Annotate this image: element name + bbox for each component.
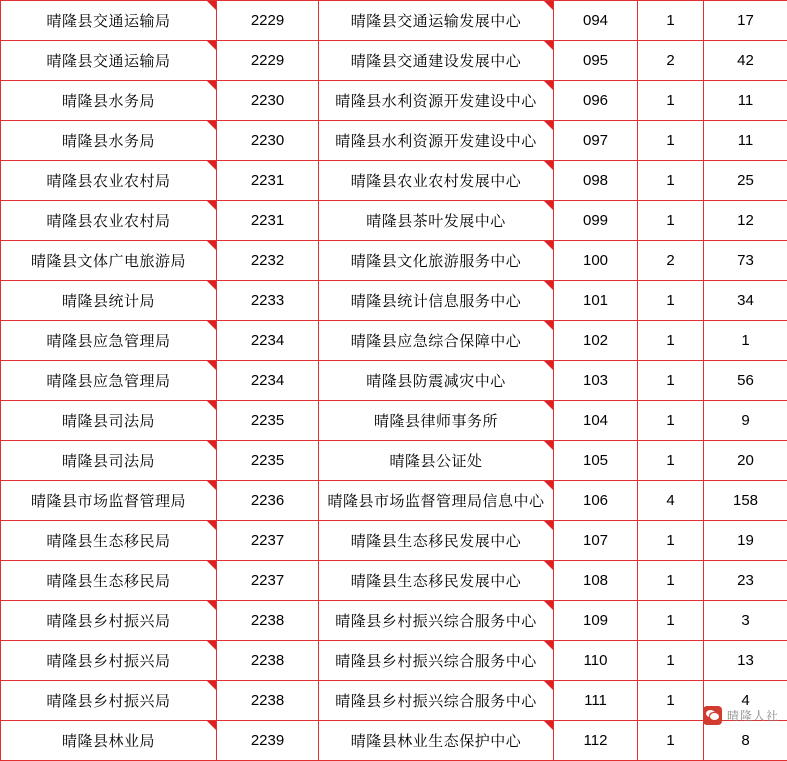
cell-unit: 晴隆县统计信息服务中心: [319, 281, 554, 321]
cell-posts: 1: [638, 601, 704, 641]
cell-posts: 1: [638, 321, 704, 361]
cell-code: 2238: [217, 641, 319, 681]
cell-posts: 1: [638, 401, 704, 441]
cell-code: 2231: [217, 161, 319, 201]
cell-dept: 晴隆县统计局: [1, 281, 217, 321]
cell-posts: 1: [638, 521, 704, 561]
cell-code: 2238: [217, 681, 319, 721]
table-row: [1, 321, 787, 361]
cell-dept: 晴隆县水务局: [1, 121, 217, 161]
cell-code: 2233: [217, 281, 319, 321]
cell-dept: 晴隆县乡村振兴局: [1, 601, 217, 641]
table-row: [1, 281, 787, 321]
cell-dept: 晴隆县文体广电旅游局: [1, 241, 217, 281]
cell-code: 2229: [217, 41, 319, 81]
table-row: [1, 81, 787, 121]
cell-code: 2235: [217, 401, 319, 441]
cell-code: 2234: [217, 321, 319, 361]
cell-dept: 晴隆县应急管理局: [1, 361, 217, 401]
cell-posts: 1: [638, 281, 704, 321]
cell-no: 106: [554, 481, 638, 521]
cell-count: 25: [704, 161, 787, 201]
cell-dept: 晴隆县司法局: [1, 441, 217, 481]
cell-no: 101: [554, 281, 638, 321]
cell-posts: 1: [638, 121, 704, 161]
cell-no: 098: [554, 161, 638, 201]
table-row: [1, 201, 787, 241]
cell-code: 2236: [217, 481, 319, 521]
cell-no: 109: [554, 601, 638, 641]
cell-code: 2231: [217, 201, 319, 241]
table-row: [1, 481, 787, 521]
cell-no: 103: [554, 361, 638, 401]
table-row: [1, 601, 787, 641]
cell-count: 23: [704, 561, 787, 601]
cell-dept: 晴隆县交通运输局: [1, 41, 217, 81]
cell-no: 108: [554, 561, 638, 601]
cell-posts: 1: [638, 721, 704, 761]
cell-dept: 晴隆县司法局: [1, 401, 217, 441]
cell-count: 9: [704, 401, 787, 441]
cell-unit: 晴隆县文化旅游服务中心: [319, 241, 554, 281]
cell-dept: 晴隆县乡村振兴局: [1, 641, 217, 681]
cell-unit: 晴隆县乡村振兴综合服务中心: [319, 641, 554, 681]
cell-dept: 晴隆县生态移民局: [1, 561, 217, 601]
table-row: [1, 401, 787, 441]
cell-dept: 晴隆县林业局: [1, 721, 217, 761]
cell-no: 097: [554, 121, 638, 161]
cell-count: 11: [704, 121, 787, 161]
cell-no: 107: [554, 521, 638, 561]
cell-count: 42: [704, 41, 787, 81]
cell-dept: 晴隆县生态移民局: [1, 521, 217, 561]
cell-code: 2234: [217, 361, 319, 401]
cell-code: 2238: [217, 601, 319, 641]
table-body: [1, 1, 787, 761]
cell-unit: 晴隆县水利资源开发建设中心: [319, 81, 554, 121]
cell-count: 12: [704, 201, 787, 241]
table-row: [1, 681, 787, 721]
table-row: [1, 41, 787, 81]
cell-posts: 1: [638, 681, 704, 721]
table-row: [1, 1, 787, 41]
cell-no: 096: [554, 81, 638, 121]
cell-posts: 1: [638, 201, 704, 241]
cell-code: 2239: [217, 721, 319, 761]
cell-dept: 晴隆县农业农村局: [1, 161, 217, 201]
table-row: [1, 441, 787, 481]
cell-unit: 晴隆县防震减灾中心: [319, 361, 554, 401]
cell-no: 094: [554, 1, 638, 41]
cell-code: 2229: [217, 1, 319, 41]
cell-no: 112: [554, 721, 638, 761]
cell-code: 2232: [217, 241, 319, 281]
cell-count: 73: [704, 241, 787, 281]
cell-dept: 晴隆县交通运输局: [1, 1, 217, 41]
table-row: [1, 721, 787, 761]
table-row: [1, 161, 787, 201]
cell-count: 13: [704, 641, 787, 681]
cell-unit: 晴隆县交通建设发展中心: [319, 41, 554, 81]
table-row: [1, 241, 787, 281]
cell-unit: 晴隆县水利资源开发建设中心: [319, 121, 554, 161]
cell-posts: 2: [638, 241, 704, 281]
cell-posts: 4: [638, 481, 704, 521]
cell-no: 104: [554, 401, 638, 441]
cell-dept: 晴隆县农业农村局: [1, 201, 217, 241]
cell-code: 2237: [217, 521, 319, 561]
cell-posts: 2: [638, 41, 704, 81]
cell-count: 4: [704, 681, 787, 721]
table-row: [1, 361, 787, 401]
cell-unit: 晴隆县市场监督管理局信息中心: [319, 481, 554, 521]
cell-unit: 晴隆县交通运输发展中心: [319, 1, 554, 41]
cell-unit: 晴隆县生态移民发展中心: [319, 561, 554, 601]
cell-count: 56: [704, 361, 787, 401]
cell-no: 099: [554, 201, 638, 241]
cell-unit: 晴隆县乡村振兴综合服务中心: [319, 601, 554, 641]
cell-count: 3: [704, 601, 787, 641]
cell-posts: 1: [638, 641, 704, 681]
table-row: [1, 521, 787, 561]
table-row: [1, 121, 787, 161]
cell-unit: 晴隆县农业农村发展中心: [319, 161, 554, 201]
cell-dept: 晴隆县乡村振兴局: [1, 681, 217, 721]
cell-count: 17: [704, 1, 787, 41]
cell-dept: 晴隆县应急管理局: [1, 321, 217, 361]
cell-code: 2230: [217, 121, 319, 161]
cell-posts: 1: [638, 161, 704, 201]
watermark-label: 晴隆人社: [727, 707, 779, 724]
cell-code: 2230: [217, 81, 319, 121]
cell-unit: 晴隆县林业生态保护中心: [319, 721, 554, 761]
cell-unit: 晴隆县公证处: [319, 441, 554, 481]
cell-dept: 晴隆县市场监督管理局: [1, 481, 217, 521]
cell-no: 105: [554, 441, 638, 481]
cell-unit: 晴隆县应急综合保障中心: [319, 321, 554, 361]
cell-count: 1: [704, 321, 787, 361]
cell-no: 095: [554, 41, 638, 81]
table-row: [1, 641, 787, 681]
cell-count: 20: [704, 441, 787, 481]
cell-dept: 晴隆县水务局: [1, 81, 217, 121]
cell-posts: 1: [638, 1, 704, 41]
cell-unit: 晴隆县律师事务所: [319, 401, 554, 441]
cell-posts: 1: [638, 441, 704, 481]
cell-no: 100: [554, 241, 638, 281]
cell-count: 158: [704, 481, 787, 521]
cell-unit: 晴隆县乡村振兴综合服务中心: [319, 681, 554, 721]
cell-posts: 1: [638, 561, 704, 601]
cell-count: 8: [704, 721, 787, 761]
cell-count: 34: [704, 281, 787, 321]
cell-posts: 1: [638, 81, 704, 121]
cell-no: 102: [554, 321, 638, 361]
table-row: [1, 561, 787, 601]
cell-count: 19: [704, 521, 787, 561]
cell-count: 11: [704, 81, 787, 121]
cell-unit: 晴隆县生态移民发展中心: [319, 521, 554, 561]
cell-code: 2235: [217, 441, 319, 481]
cell-posts: 1: [638, 361, 704, 401]
cell-no: 111: [554, 681, 638, 721]
cell-no: 110: [554, 641, 638, 681]
cell-unit: 晴隆县茶叶发展中心: [319, 201, 554, 241]
cell-code: 2237: [217, 561, 319, 601]
